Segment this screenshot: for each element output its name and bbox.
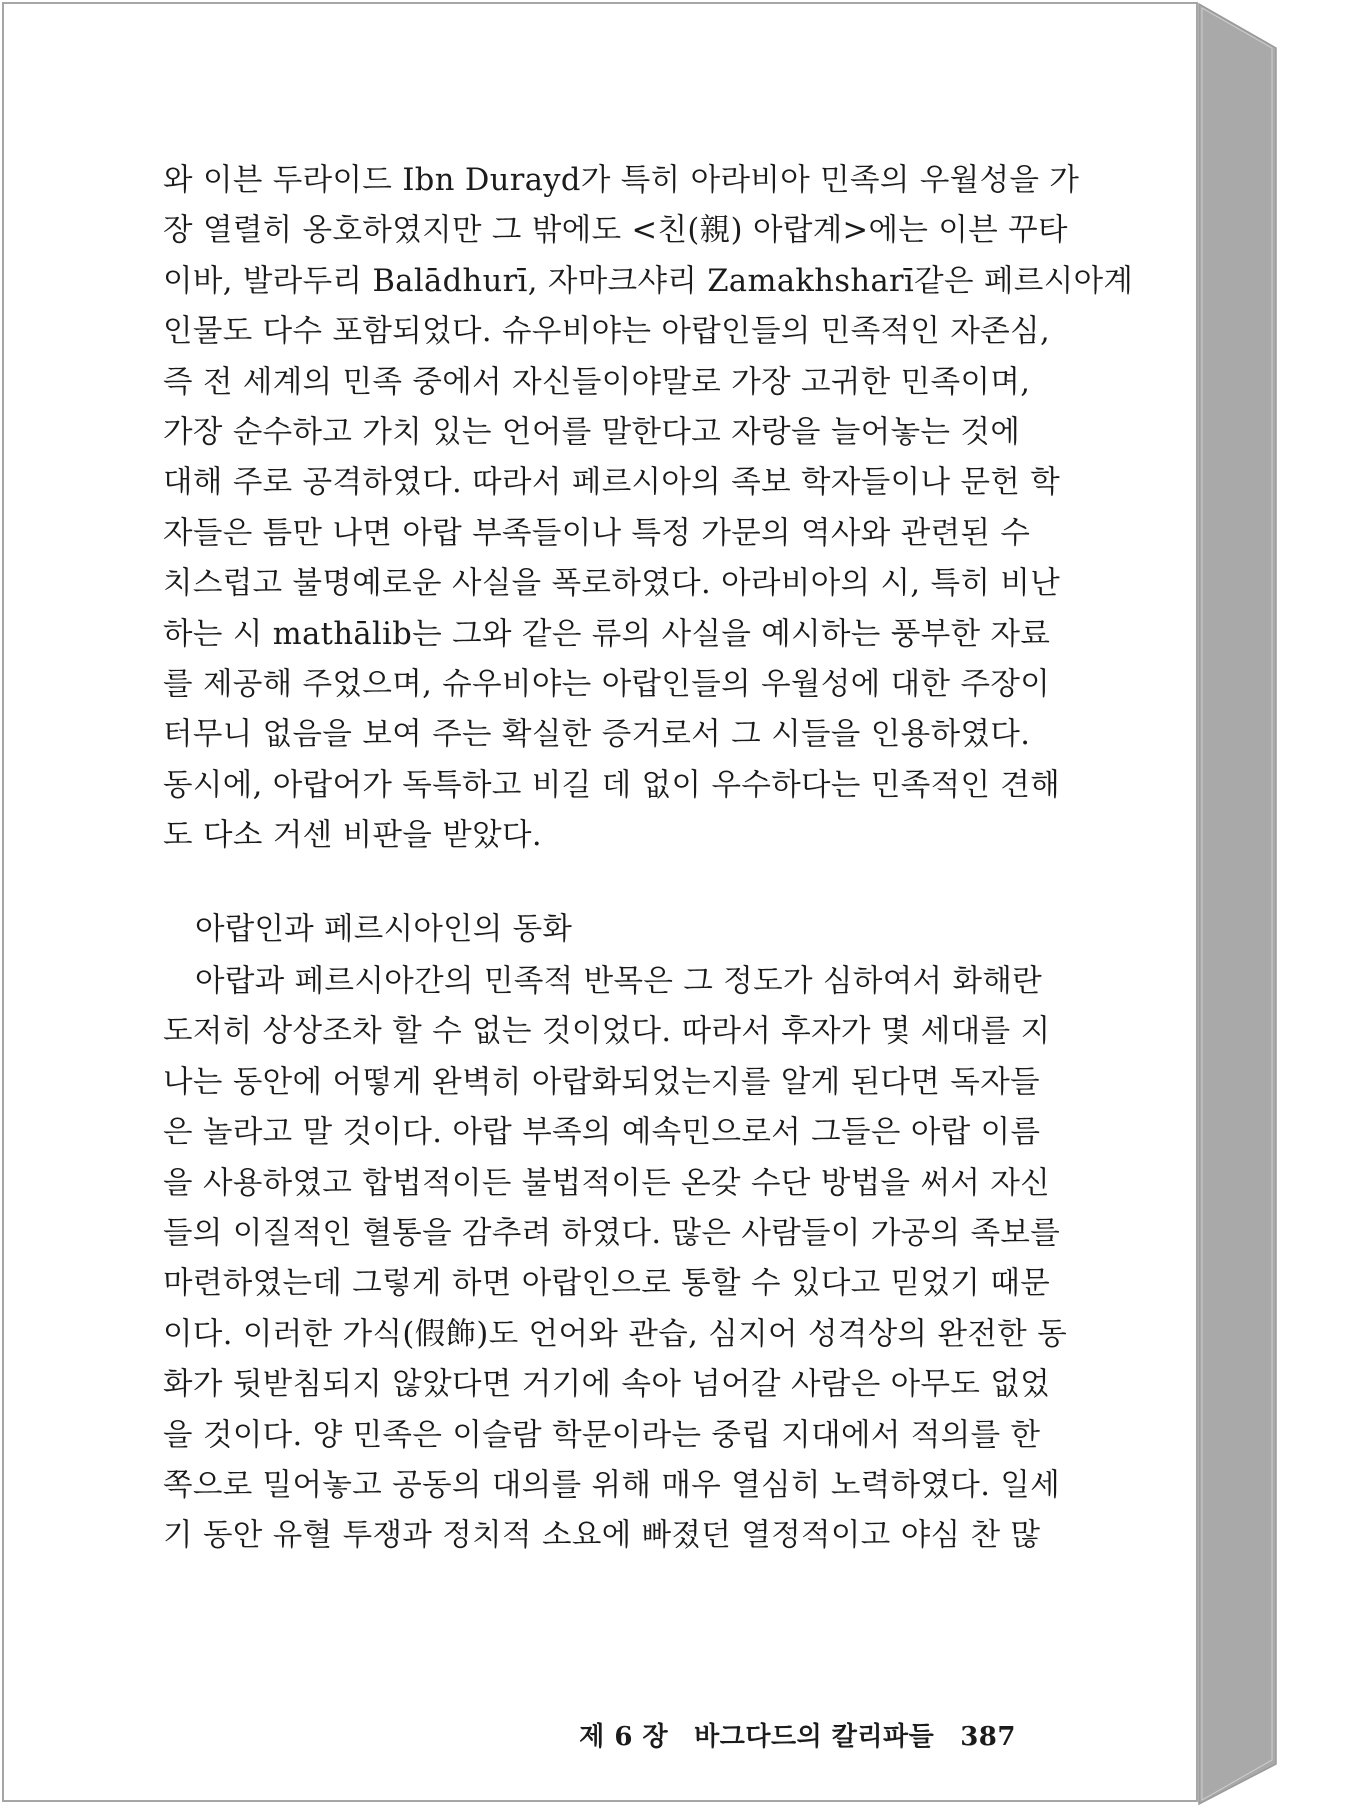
paragraph-1-line: 를 제공해 주었으며, 슈우비야는 아랍인들의 우월성에 대한 주장이 bbox=[163, 666, 1051, 702]
paragraph-1 bbox=[163, 156, 1134, 861]
paragraph-2-line: 나는 동안에 어떻게 완벽히 아랍화되었는지를 알게 된다면 독자들 bbox=[163, 1064, 1040, 1100]
page-number: 387 bbox=[960, 1722, 1016, 1752]
paragraph-1-line: 장 열렬히 옹호하였지만 그 밖에도 <친(親) 아랍계>에는 이븐 꾸타 bbox=[163, 213, 1068, 249]
paragraph-2-line: 아랍과 페르시아간의 민족적 반목은 그 정도가 심하여서 화해란 bbox=[195, 964, 1043, 999]
section-heading: 아랍인과 페르시아인의 동화 bbox=[195, 912, 573, 947]
page-footer bbox=[579, 1716, 1016, 1753]
paragraph-2-line: 들의 이질적인 혈통을 감추려 하였다. 많은 사람들이 가공의 족보를 bbox=[163, 1215, 1061, 1251]
paragraph-1-line: 자들은 틈만 나면 아랍 부족들이나 특정 가문의 역사와 관련된 수 bbox=[163, 515, 1031, 551]
paragraph-1-line: 즉 전 세계의 민족 중에서 자신들이야말로 가장 고귀한 민족이며, bbox=[163, 364, 1031, 400]
paragraph-1-line: 터무니 없음을 보여 주는 확실한 증거로서 그 시들을 인용하였다. bbox=[163, 717, 1031, 753]
paragraph-2-line: 을 것이다. 양 민족은 이슬람 학문이라는 중립 지대에서 적의를 한 bbox=[163, 1417, 1041, 1453]
paragraph-1-line: 하는 시 mathālib는 그와 같은 류의 사실을 예시하는 풍부한 자료 bbox=[163, 616, 1051, 652]
chapter-title: 바그다드의 칼리파들 bbox=[694, 1722, 935, 1752]
chapter-number: 제 6 장 bbox=[579, 1722, 669, 1752]
paragraph-2-line: 은 놀라고 말 것이다. 아랍 부족의 예속민으로서 그들은 아랍 이름 bbox=[163, 1115, 1041, 1151]
paragraph-1-line: 대해 주로 공격하였다. 따라서 페르시아의 족보 학자들이나 문헌 학 bbox=[163, 465, 1061, 501]
paragraph-2-line: 쪽으로 밀어놓고 공동의 대의를 위해 매우 열심히 노력하였다. 일세 bbox=[163, 1467, 1061, 1503]
paragraph-1-line: 이바, 발라두리 Balādhurī, 자마크샤리 Zamakhsharī같은 페르시아계 bbox=[163, 263, 1134, 299]
paragraph-2 bbox=[163, 957, 1068, 1562]
paragraph-1-line: 도 다소 거센 비판을 받았다. bbox=[163, 818, 542, 854]
paragraph-2-line: 을 사용하였고 합법적이든 불법적이든 온갖 수단 방법을 써서 자신 bbox=[163, 1165, 1051, 1201]
paragraph-1-line: 와 이븐 두라이드 Ibn Durayd가 특히 아라비아 민족의 우월성을 가 bbox=[163, 163, 1080, 198]
paragraph-2-line: 마련하였는데 그렇게 하면 아랍인으로 통할 수 있다고 믿었기 때문 bbox=[163, 1266, 1051, 1302]
paragraph-2-line: 도저히 상상조차 할 수 없는 것이었다. 따라서 후자가 몇 세대를 지 bbox=[163, 1014, 1051, 1050]
paragraph-1-line: 인물도 다수 포함되었다. 슈우비야는 아랍인들의 민족적인 자존심, bbox=[163, 314, 1051, 350]
paragraph-1-line: 가장 순수하고 가치 있는 언어를 말한다고 자랑을 늘어놓는 것에 bbox=[163, 414, 1021, 450]
paragraph-1-line: 치스럽고 불명예로운 사실을 폭로하였다. 아라비아의 시, 특히 비난 bbox=[163, 566, 1061, 602]
paragraph-2-line: 화가 뒷받침되지 않았다면 거기에 속아 넘어갈 사람은 아무도 없었 bbox=[163, 1367, 1051, 1403]
paragraph-1-line: 동시에, 아랍어가 독특하고 비길 데 없이 우수하다는 민족적인 견해 bbox=[163, 767, 1061, 803]
paragraph-2-line: 기 동안 유혈 투쟁과 정치적 소요에 빠졌던 열정적이고 야심 찬 많 bbox=[163, 1518, 1041, 1554]
paragraph-2-line: 이다. 이러한 가식(假飾)도 언어와 관습, 심지어 성격상의 완전한 동 bbox=[163, 1316, 1068, 1352]
